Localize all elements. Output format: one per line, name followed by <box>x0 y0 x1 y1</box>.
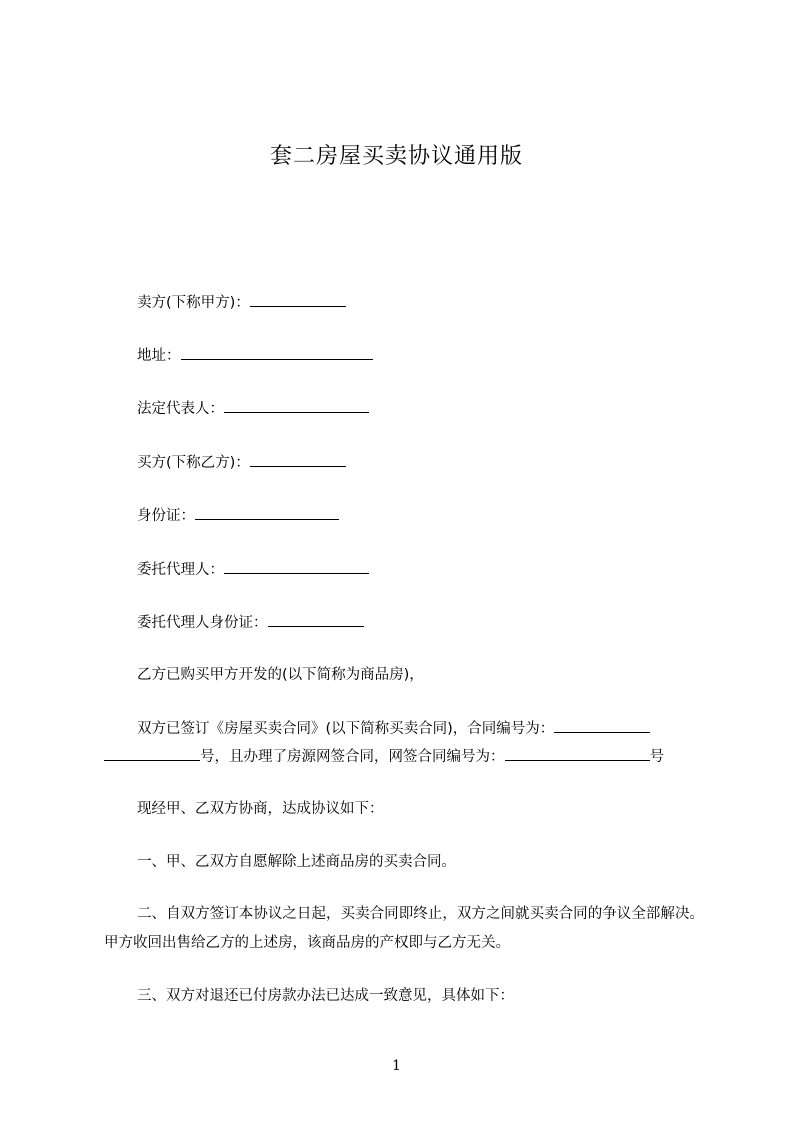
buyer-blank[interactable] <box>250 452 346 467</box>
address-field <box>137 345 373 366</box>
document-title: 套二房屋买卖协议通用版 <box>269 144 523 169</box>
paragraph-purchase: 乙方已购买甲方开发的(以下简称为商品房)， <box>137 667 424 683</box>
paragraph-contract-cont <box>104 746 664 767</box>
buyer-field <box>137 452 346 473</box>
agent-field <box>137 559 369 580</box>
id-card-field <box>137 505 339 526</box>
page-number: 1 <box>392 1058 401 1074</box>
seller-label: 卖方(下称甲方)： <box>137 295 250 311</box>
contract-text-b: 号，且办理了房源网签合同，网签合同编号为： <box>200 749 505 765</box>
id-card-label: 身份证： <box>137 508 195 524</box>
clause-three: 三、双方对退还已付房款办法已达成一致意见，具体如下： <box>137 988 514 1004</box>
agent-id-label: 委托代理人身份证： <box>137 615 268 631</box>
legal-rep-label: 法定代表人： <box>137 401 224 417</box>
seller-field <box>137 292 346 313</box>
seller-blank[interactable] <box>250 292 346 307</box>
agent-id-field <box>137 612 364 633</box>
address-label: 地址： <box>137 348 181 364</box>
agent-label: 委托代理人： <box>137 562 224 578</box>
legal-rep-field <box>137 398 369 419</box>
contract-text-c: 号 <box>649 749 664 765</box>
clause-one: 一、甲、乙双方自愿解除上述商品房的买卖合同。 <box>137 854 456 870</box>
address-blank[interactable] <box>181 345 373 360</box>
agent-id-blank[interactable] <box>268 612 364 627</box>
clause-two: 二、自双方签订本协议之日起，买卖合同即终止，双方之间就买卖合同的争议全部解决。甲方收回出售给乙方的上述房，该商品房的产权即与乙方无关。 <box>104 906 704 951</box>
buyer-label: 买方(下称乙方)： <box>137 455 250 471</box>
paragraph-contract <box>104 718 650 739</box>
paragraph-agreement-intro: 现经甲、乙双方协商，达成协议如下： <box>137 801 384 817</box>
online-contract-number-blank[interactable] <box>505 746 650 761</box>
legal-rep-blank[interactable] <box>224 398 369 413</box>
agent-blank[interactable] <box>224 559 369 574</box>
contract-text-a: 双方已签订《房屋买卖合同》(以下简称买卖合同)，合同编号为： <box>137 721 555 737</box>
id-card-blank[interactable] <box>195 505 339 520</box>
contract-number-blank-a[interactable] <box>554 718 650 733</box>
contract-number-blank-b[interactable] <box>104 746 200 761</box>
